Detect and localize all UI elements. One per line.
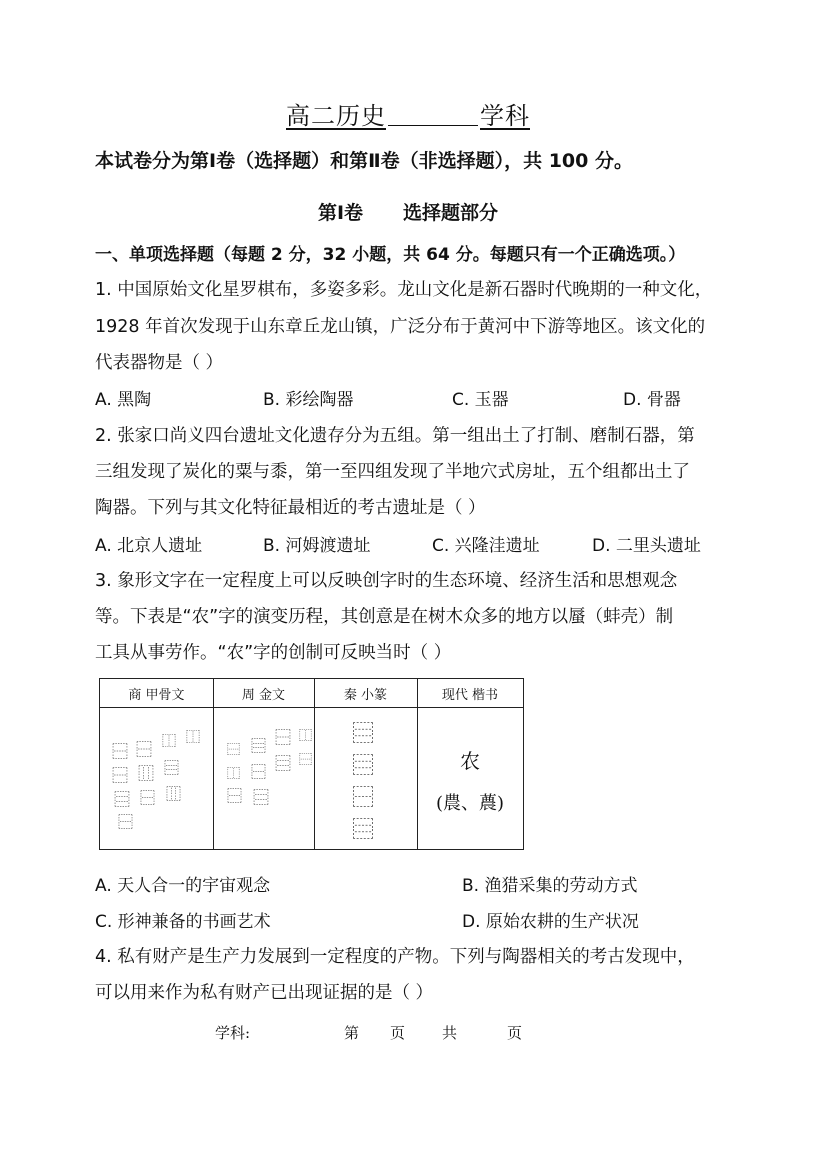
glyph-seal-1: ⿳ <box>352 722 375 747</box>
glyph-oracle-9: ⿱ <box>140 789 156 807</box>
part-title: 选择题部分 <box>403 202 499 224</box>
question-2-option-d: D. 二里头遗址 <box>592 536 701 556</box>
glyph-oracle-6: ⿲ <box>138 764 155 783</box>
column-label-seal-script: 秦 小篆 <box>343 688 388 703</box>
glyph-bronze-2: ⿳ <box>251 737 267 755</box>
question-3-line-3: 工具从事劳作。“农”字的创制可反映当时（ ） <box>95 643 452 663</box>
footer-total-unit: 页 <box>507 1024 523 1042</box>
question-2-line-1: 2. 张家口尚义四台遗址文化遗存分为五组。第一组出土了打制、磨制石器，第 <box>95 426 695 446</box>
glyph-oracle-1: ⿱ <box>112 742 129 761</box>
modern-character: 农 <box>460 749 480 773</box>
column-regular-script <box>417 679 523 849</box>
column-label-bronze: 周 金文 <box>241 688 286 703</box>
glyph-oracle-5: ⿱ <box>112 766 129 785</box>
column-bronze <box>213 679 315 849</box>
glyph-oracle-11: ⿱ <box>118 813 134 831</box>
glyph-seal-3: ⿱ <box>352 786 375 811</box>
glyph-bronze-1: ⿱ <box>227 743 241 758</box>
page-title <box>0 96 816 131</box>
section-heading: 一、单项选择题（每题 2 分，32 小题，共 64 分。每题只有一个正确选项。） <box>95 245 686 265</box>
question-3-option-c: C. 形神兼备的书画艺术 <box>95 912 271 932</box>
glyph-bronze-4: ⿰ <box>299 729 313 744</box>
glyph-bronze-9: ⿱ <box>227 787 243 805</box>
glyph-bronze-6: ⿱ <box>251 763 267 781</box>
question-1-option-d: D. 骨器 <box>623 390 681 410</box>
question-1-line-3: 代表器物是（ ） <box>95 353 224 373</box>
glyph-bronze-8: ⿱ <box>299 753 313 768</box>
glyph-oracle-7: ⿳ <box>164 759 180 777</box>
column-seal-script <box>314 679 418 849</box>
footer-subject: 学科: <box>215 1024 251 1042</box>
question-2-option-a: A. 北京人遗址 <box>95 536 203 556</box>
glyph-bronze-3: ⿱ <box>275 728 292 747</box>
question-1-line-2: 1928 年首次发现于山东章丘龙山镇，广泛分布于黄河中下游等地区。该文化的 <box>95 317 706 337</box>
glyph-oracle-4: ⿰ <box>186 730 200 746</box>
character-evolution-table <box>99 678 524 850</box>
question-1-option-a: A. 黑陶 <box>95 390 152 410</box>
column-label-regular-script: 现代 楷书 <box>441 688 499 703</box>
title-subject: 高二历史 <box>286 102 386 130</box>
question-2-option-b: B. 河姆渡遗址 <box>263 536 371 556</box>
glyph-bronze-7: ⿳ <box>275 754 292 773</box>
question-3-option-d: D. 原始农耕的生产状况 <box>462 912 639 932</box>
question-4-line-1: 4. 私有财产是生产力发展到一定程度的产物。下列与陶器相关的考古发现中， <box>95 947 695 967</box>
question-1-option-b: B. 彩绘陶器 <box>263 390 354 410</box>
glyph-bronze-5: ⿰ <box>227 767 241 782</box>
bronze-glyphs <box>223 728 313 839</box>
column-label-oracle-bone: 商 甲骨文 <box>128 688 185 703</box>
glyph-oracle-3: ⿰ <box>162 734 176 750</box>
glyph-oracle-10: ⿲ <box>166 785 182 803</box>
question-2-line-3: 陶器。下列与其文化特征最相近的考古遗址是（ ） <box>95 498 486 518</box>
question-4-line-2: 可以用来作为私有财产已出现证据的是（ ） <box>95 983 434 1003</box>
question-3-option-b: B. 渔猎采集的劳动方式 <box>462 876 638 896</box>
footer-page-label: 第 <box>344 1024 360 1042</box>
title-suffix: 学科 <box>480 102 530 130</box>
question-2-line-2: 三组发现了炭化的粟与黍，第一至四组发现了半地穴式房址，五个组都出土了 <box>95 462 690 482</box>
question-3-option-a: A. 天人合一的宇宙观念 <box>95 876 271 896</box>
question-3-line-2: 等。下表是“农”字的演变历程，其创意是在树木众多的地方以蜃（蚌壳）制 <box>95 607 674 627</box>
title-blank <box>388 103 478 126</box>
question-1-line-1: 1. 中国原始文化星罗棋布，多姿多彩。龙山文化是新石器时代晚期的一种文化， <box>95 280 713 300</box>
glyph-oracle-2: ⿱ <box>136 740 153 759</box>
glyph-oracle-8: ⿳ <box>114 790 131 809</box>
part-label: 第Ⅰ卷 <box>317 202 364 224</box>
footer-total-label: 共 <box>442 1024 458 1042</box>
exam-intro: 本试卷分为第Ⅰ卷（选择题）和第Ⅱ卷（非选择题），共 100 分。 <box>95 150 633 172</box>
glyph-bronze-10: ⿳ <box>253 788 270 807</box>
seal-script-glyphs <box>324 717 411 843</box>
glyph-seal-2: ⿳ <box>352 754 375 779</box>
question-2-option-c: C. 兴隆洼遗址 <box>432 536 540 556</box>
question-1-option-c: C. 玉器 <box>452 390 509 410</box>
modern-character-variants: (農、蕽) <box>435 793 505 814</box>
question-3-line-1: 3. 象形文字在一定程度上可以反映创字时的生态环境、经济生活和思想观念 <box>95 571 678 591</box>
column-oracle-bone <box>100 679 214 849</box>
part-heading <box>0 198 816 225</box>
footer-page-unit: 页 <box>390 1024 406 1042</box>
glyph-seal-4: ⿳ <box>352 818 375 843</box>
oracle-bone-glyphs <box>110 730 207 839</box>
